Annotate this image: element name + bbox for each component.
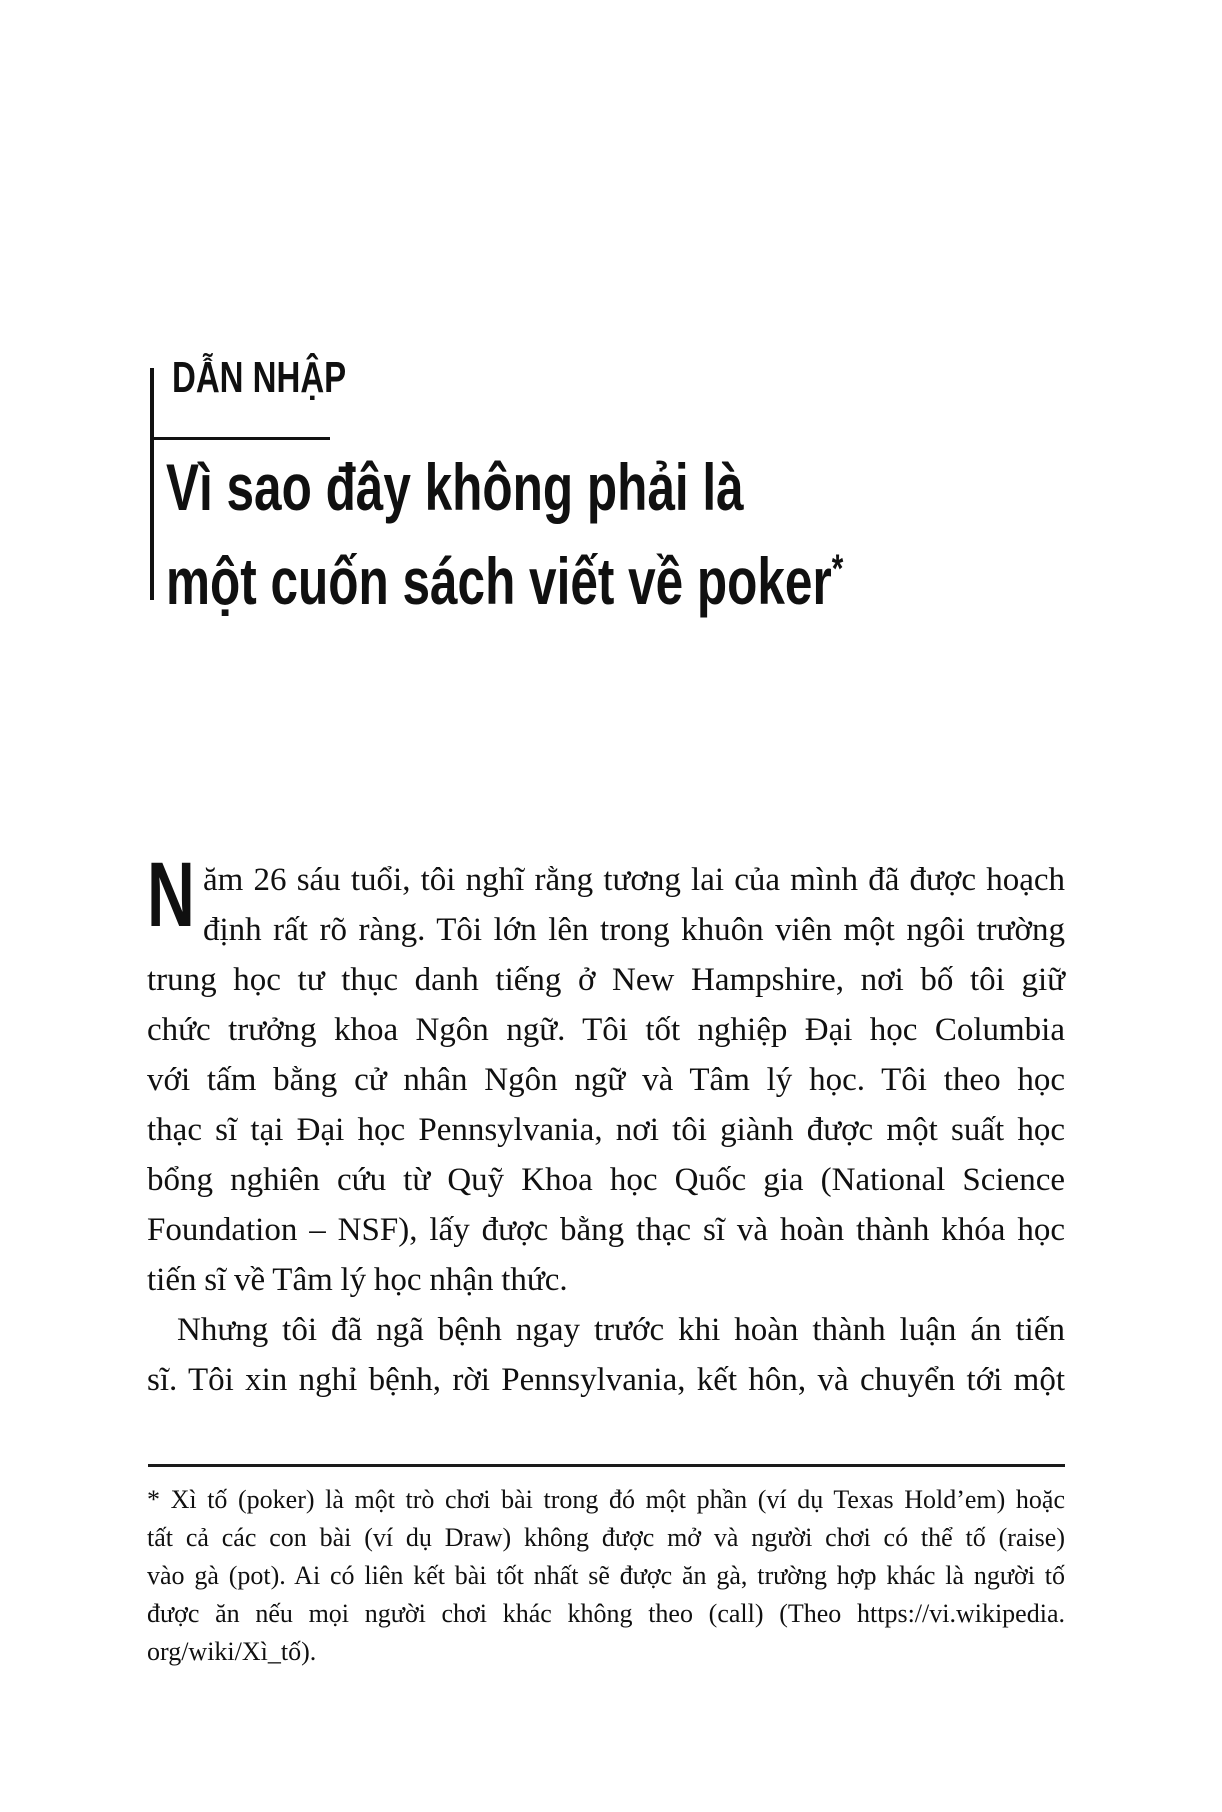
- footnote-line: vào gà (pot). Ai có liên kết bài tốt nhất sẽ được ăn gà, trường hợp khác là người tố: [147, 1561, 1065, 1590]
- text-line: Nhưng tôi đã ngã bệnh ngay trước khi hoàn thành luận án tiến: [177, 1312, 1065, 1348]
- heading-vertical-rule: [150, 368, 154, 600]
- footnote-block: [147, 1481, 1065, 1671]
- chapter-title-line-text: một cuốn sách viết về poker: [166, 543, 832, 618]
- chapter-title: [166, 446, 1069, 622]
- kicker-underline-rule: [150, 437, 330, 440]
- text-line: tiến sĩ về Tâm lý học nhận thức.: [147, 1262, 568, 1298]
- footnote-separator-rule: [148, 1464, 1065, 1467]
- chapter-title-line: [166, 446, 1069, 528]
- text-line: với tấm bằng cử nhân Ngôn ngữ và Tâm lý học. Tôi theo học: [147, 1062, 1065, 1098]
- drop-cap: N: [147, 844, 195, 946]
- footnote-line: org/wiki/Xì_tố).: [147, 1637, 317, 1666]
- chapter-kicker: [172, 348, 404, 408]
- text-line: sĩ. Tôi xin nghỉ bệnh, rời Pennsylvania, kết hôn, và chuyển tới một: [147, 1362, 1065, 1398]
- footnote-marker: *: [831, 547, 844, 591]
- text-line: thạc sĩ tại Đại học Pennsylvania, nơi tôi giành được một suất học: [147, 1112, 1065, 1148]
- paragraph-1: [147, 844, 1065, 1305]
- chapter-kicker-text: DẪN NHẬP: [172, 353, 347, 402]
- chapter-title-line-text: Vì sao đây không phải là: [166, 450, 744, 524]
- text-line: trung học tư thục danh tiếng ở New Hampshire, nơi bố tôi giữ: [147, 962, 1065, 998]
- body-text-column: [147, 844, 1065, 1405]
- footnote-line: * Xì tố (poker) là một trò chơi bài trong đó một phần (ví dụ Texas Hold’em) hoặc: [147, 1485, 1065, 1514]
- text-line: bổng nghiên cứu từ Quỹ Khoa học Quốc gia (National Science: [147, 1162, 1065, 1198]
- text-line: chức trưởng khoa Ngôn ngữ. Tôi tốt nghiệp Đại học Columbia: [147, 1012, 1065, 1048]
- text-line: ăm 26 sáu tuổi, tôi nghĩ rằng tương lai của mình đã được hoạch: [203, 862, 1065, 898]
- text-line: Foundation – NSF), lấy được bằng thạc sĩ và hoàn thành khóa học: [147, 1212, 1065, 1248]
- footnote-line: được ăn nếu mọi người chơi khác không theo (call) (Theo https://vi.wikipedia.: [147, 1599, 1065, 1628]
- paragraph-2: [147, 1305, 1065, 1405]
- chapter-title-line: [166, 528, 1069, 622]
- footnote-line: tất cả các con bài (ví dụ Draw) không được mở và người chơi có thể tố (raise): [147, 1523, 1065, 1552]
- text-line: định rất rõ ràng. Tôi lớn lên trong khuôn viên một ngôi trường: [203, 912, 1065, 948]
